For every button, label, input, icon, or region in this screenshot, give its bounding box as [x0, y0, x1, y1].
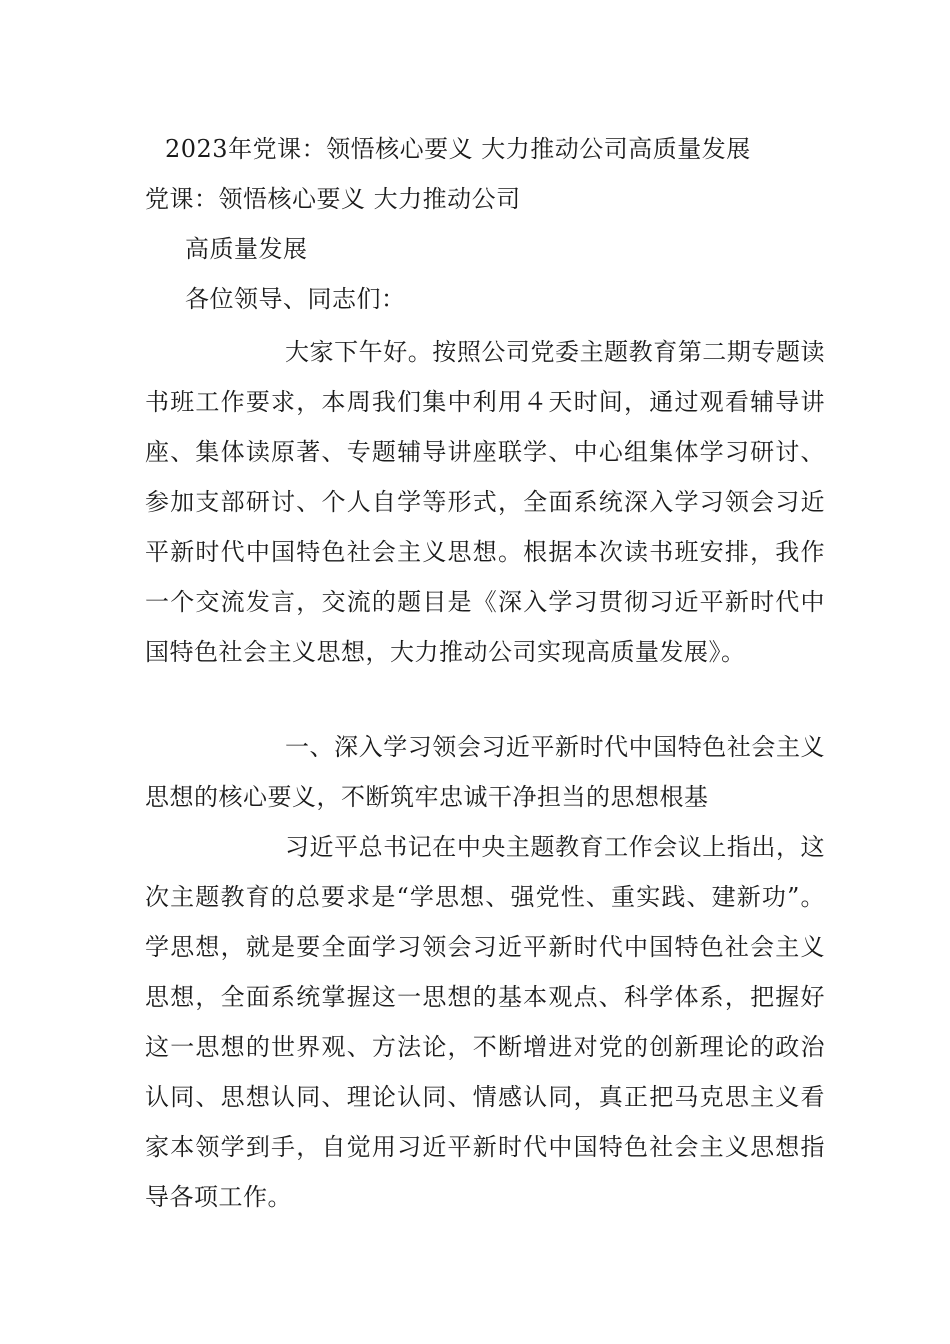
- paragraph-body: 习近平总书记在中央主题教育工作会议上指出，这次主题教育的总要求是“学思想、强党性、重实践、建新功”。学思想，就是要全面学习领会习近平新时代中国特色社会主义思想，全面系统掌握这一思想的基本观点、科学体系，把握好这一思想的世界观、方法论，不断增进对党的创新理论的政治认同、思想认同、理论认同、情感认同，真正把马克思主义看家本领学到手，自觉用习近平新时代中国特色社会主义思想指导各项工作。: [145, 833, 825, 1211]
- document-title: 2023年党课：领悟核心要义 大力推动公司高质量发展: [165, 135, 751, 163]
- subtitle-line-1: 党课：领悟核心要义 大力推动公司: [145, 185, 521, 213]
- greeting: 各位领导、同志们：: [185, 285, 406, 313]
- section-heading-1: 一、深入学习领会习近平新时代中国特色社会主义思想的核心要义，不断筑牢忠诚干净担当的思想根基: [145, 733, 825, 811]
- paragraph-intro: 大家下午好。按照公司党委主题教育第二期专题读书班工作要求，本周我们集中利用４天时间，通过观看辅导讲座、集体读原著、专题辅导讲座联学、中心组集体学习研讨、参加支部研讨、个人自学等形式，全面系统深入学习领会习近平新时代中国特色社会主义思想。根据本次读书班安排，我作一个交流发言，交流的题目是《深入学习贯彻习近平新时代中国特色社会主义思想，大力推动公司实现高质量发展》。: [145, 338, 825, 666]
- subtitle-line-2: 高质量发展: [185, 235, 308, 263]
